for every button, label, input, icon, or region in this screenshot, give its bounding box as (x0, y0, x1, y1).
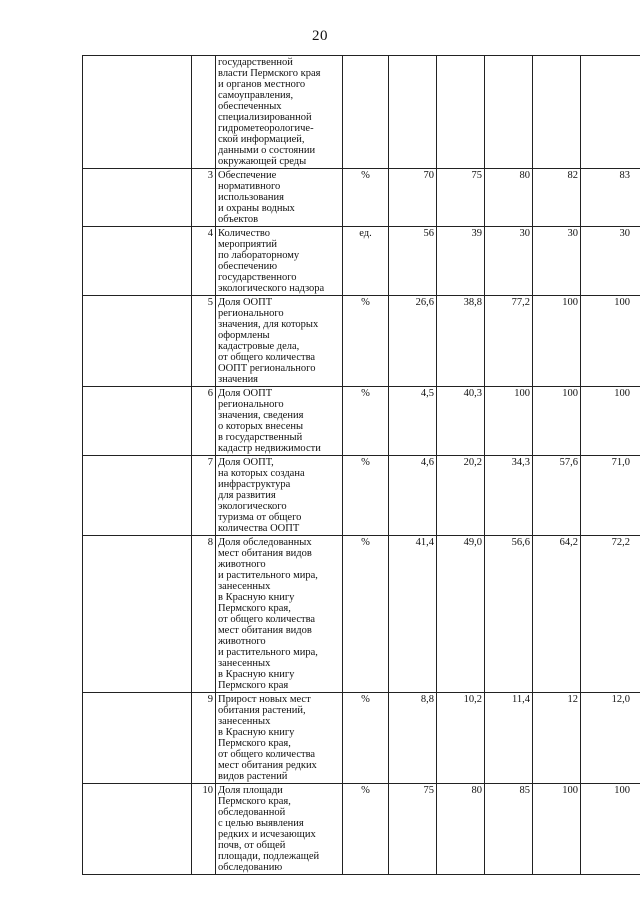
value-cell: 71,0 (581, 456, 640, 536)
unit-cell: % (343, 693, 389, 784)
value-cell: 30 (485, 227, 533, 296)
value-cell: 34,3 (485, 456, 533, 536)
value-cell: 77,2 (485, 296, 533, 387)
indicator-name-cell: Доля ООПТ регионального значения, сведения о которых внесены в государственный кадастр недвижимости (216, 387, 343, 456)
blank-cell (83, 296, 192, 387)
value-cell: 100 (485, 387, 533, 456)
table-row (83, 169, 640, 227)
value-cell: 40,3 (437, 387, 485, 456)
value-cell: 30 (581, 227, 640, 296)
blank-cell (83, 536, 192, 693)
value-cell: 4,5 (389, 387, 437, 456)
value-cell: 30 (533, 227, 581, 296)
unit-cell: % (343, 169, 389, 227)
value-cell: 11,4 (485, 693, 533, 784)
unit-cell: % (343, 784, 389, 875)
table-row-continuation (83, 56, 640, 169)
row-number-cell: 10 (192, 784, 216, 875)
row-number-cell: 7 (192, 456, 216, 536)
row-number-cell (192, 56, 216, 169)
value-cell: 56,6 (485, 536, 533, 693)
value-cell: 8,8 (389, 693, 437, 784)
indicator-name-cell: Доля ООПТ регионального значения, для которых оформлены кадастровые дела, от общего количества ООПТ регионального значения (216, 296, 343, 387)
value-cell: 72,2 (581, 536, 640, 693)
value-cell: 49,0 (437, 536, 485, 693)
table-row (83, 456, 640, 536)
unit-cell (343, 56, 389, 169)
value-cell: 75 (437, 169, 485, 227)
row-number-cell: 5 (192, 296, 216, 387)
value-cell: 64,2 (533, 536, 581, 693)
row-number-cell: 3 (192, 169, 216, 227)
value-cell: 100 (533, 296, 581, 387)
value-cell: 20,2 (437, 456, 485, 536)
value-cell: 70 (389, 169, 437, 227)
value-cell (485, 56, 533, 169)
value-cell: 75 (389, 784, 437, 875)
blank-cell (83, 693, 192, 784)
blank-cell (83, 387, 192, 456)
indicator-name-cell: Доля площади Пермского края, обследованной с целью выявления редких и исчезающих почв, от общей площади, подлежащей обследованию (216, 784, 343, 875)
table-body (83, 56, 640, 875)
page-number: 20 (312, 28, 328, 44)
indicator-name-cell: Доля обследованных мест обитания видов животного и растительного мира, занесенных в Красную книгу Пермского края, от общего количества мест обитания видов животного и растительного мира, занесенных в Красную книгу Пермского края (216, 536, 343, 693)
indicator-name-cell: Количество мероприятий по лабораторному обеспечению государственного экологического надзора (216, 227, 343, 296)
blank-cell (83, 169, 192, 227)
value-cell: 12,0 (581, 693, 640, 784)
row-number-cell: 9 (192, 693, 216, 784)
value-cell: 100 (581, 296, 640, 387)
row-number-cell: 6 (192, 387, 216, 456)
value-cell: 100 (581, 784, 640, 875)
value-cell: 100 (533, 784, 581, 875)
table-row (83, 387, 640, 456)
value-cell: 80 (485, 169, 533, 227)
value-cell: 57,6 (533, 456, 581, 536)
unit-cell: % (343, 536, 389, 693)
table-row (83, 296, 640, 387)
value-cell: 100 (533, 387, 581, 456)
blank-cell (83, 456, 192, 536)
indicator-name-cell: государственной власти Пермского края и органов местного самоуправления, обеспеченных специализированной гидрометеорологиче- ской информацией, данными о состоянии окружающей среды (216, 56, 343, 169)
value-cell: 41,4 (389, 536, 437, 693)
value-cell: 83 (581, 169, 640, 227)
value-cell (581, 56, 640, 169)
table-row (83, 784, 640, 875)
value-cell (389, 56, 437, 169)
value-cell: 39 (437, 227, 485, 296)
value-cell (533, 56, 581, 169)
indicators-table (82, 55, 640, 875)
table-row (83, 227, 640, 296)
indicator-name-cell: Прирост новых мест обитания растений, занесенных в Красную книгу Пермского края, от общего количества мест обитания редких видов растений (216, 693, 343, 784)
value-cell: 82 (533, 169, 581, 227)
unit-cell: % (343, 296, 389, 387)
unit-cell: % (343, 387, 389, 456)
value-cell: 56 (389, 227, 437, 296)
value-cell: 12 (533, 693, 581, 784)
table-row (83, 693, 640, 784)
unit-cell: ед. (343, 227, 389, 296)
table-row (83, 536, 640, 693)
value-cell: 4,6 (389, 456, 437, 536)
value-cell: 85 (485, 784, 533, 875)
indicator-name-cell: Доля ООПТ, на которых создана инфраструктура для развития экологического туризма от общего количества ООПТ (216, 456, 343, 536)
value-cell: 38,8 (437, 296, 485, 387)
unit-cell: % (343, 456, 389, 536)
value-cell: 10,2 (437, 693, 485, 784)
indicator-name-cell: Обеспечение нормативного использования и охраны водных объектов (216, 169, 343, 227)
value-cell: 100 (581, 387, 640, 456)
value-cell (437, 56, 485, 169)
blank-cell (83, 56, 192, 169)
row-number-cell: 8 (192, 536, 216, 693)
blank-cell (83, 784, 192, 875)
blank-cell (83, 227, 192, 296)
row-number-cell: 4 (192, 227, 216, 296)
value-cell: 26,6 (389, 296, 437, 387)
value-cell: 80 (437, 784, 485, 875)
